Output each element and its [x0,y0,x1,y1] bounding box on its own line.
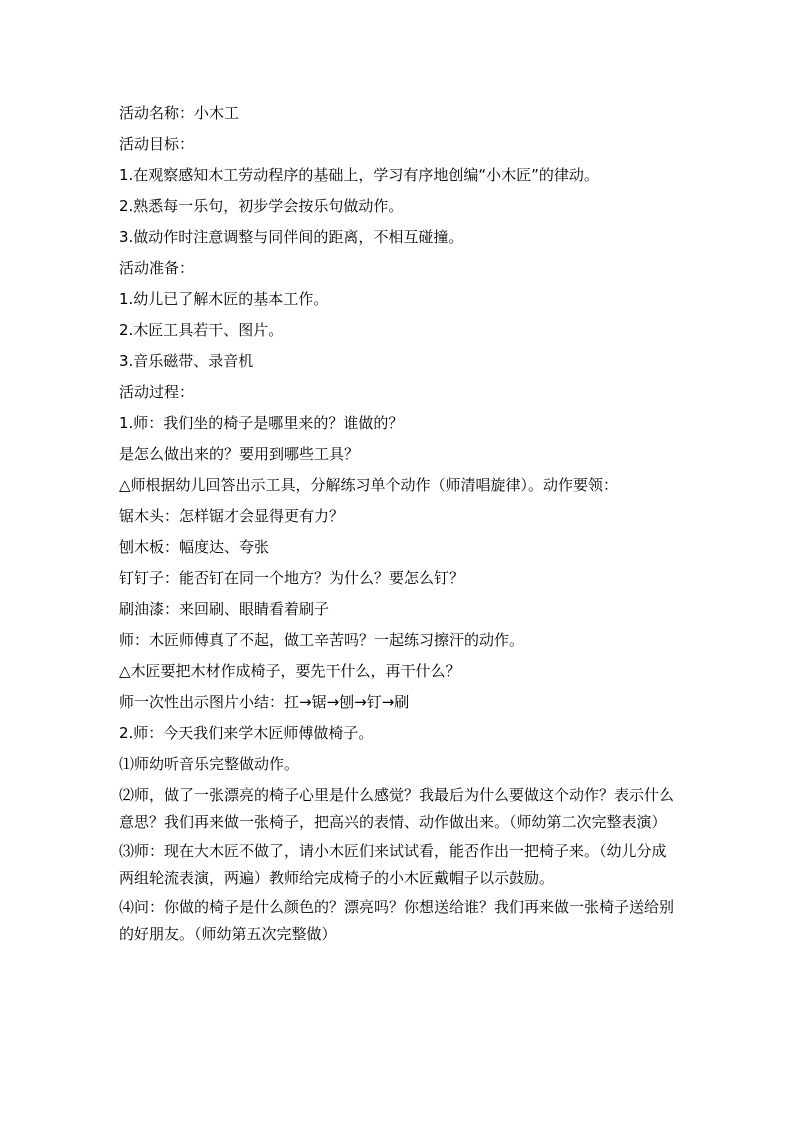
process-paragraph: ⑷问：你做的椅子是什么颜色的？漂亮吗？你想送给谁？我们再来做一张椅子送给别的好朋友。（师幼第五次完整做） [119,898,675,943]
process-line: 刨木板：幅度达、夸张 [119,538,270,556]
goal-item: 1.在观察感知木工劳动程序的基础上，学习有序地创编“小木匠”的律动。 [119,166,599,184]
goal-item: 3.做动作时注意调整与同伴间的距离，不相互碰撞。 [119,228,464,246]
process-line: 师：木匠师傅真了不起，做工辛苦吗？一起练习擦汗的动作。 [119,631,525,649]
process-line: 锯木头：怎样锯才会显得更有力？ [119,507,345,525]
process-line: 1.师：我们坐的椅子是哪里来的？谁做的？ [119,414,404,432]
process-paragraph: ⑶师：现在大木匠不做了，请小木匠们来试试看，能否作出一把椅子来。（幼儿分成两组轮流表演，两遍）教师给完成椅子的小木匠戴帽子以示鼓励。 [119,842,667,887]
section-heading-goals: 活动目标： [119,135,195,153]
process-line: △师根据幼儿回答出示工具，分解练习单个动作（师清唱旋律）。动作要领： [119,476,619,494]
section-heading-preparation: 活动准备： [119,259,195,277]
process-paragraph: ⑵师，做了一张漂亮的椅子心里是什么感觉？我最后为什么要做这个动作？表示什么意思？我们再来做一张椅子，把高兴的表情、动作做出来。（师幼第二次完整表演） [119,786,675,831]
process-line: 是怎么做出来的？要用到哪些工具？ [119,445,360,463]
process-line: △木匠要把木材作成椅子，要先干什么，再干什么？ [119,662,461,680]
preparation-item: 1.幼儿已了解木匠的基本工作。 [119,290,329,308]
process-line: 师一次性出示图片小结：扛→锯→刨→钉→刷 [119,693,410,711]
process-line: 钉钉子：能否钉在同一个地方？为什么？要怎么钉？ [119,569,465,587]
document-body [119,98,679,950]
process-line: 刷油漆：来回刷、眼睛看着刷子 [119,600,330,618]
process-line: 2.师：今天我们来学木匠师傅做椅子。 [119,724,374,742]
process-line: ⑴师幼听音乐完整做动作。 [119,755,300,773]
goal-item: 2.熟悉每一乐句，初步学会按乐句做动作。 [119,197,404,215]
preparation-item: 2.木匠工具若干、图片。 [119,321,284,339]
activity-name: 活动名称：小木工 [119,104,240,122]
section-heading-process: 活动过程： [119,383,195,401]
preparation-item: 3.音乐磁带、录音机 [119,352,254,370]
